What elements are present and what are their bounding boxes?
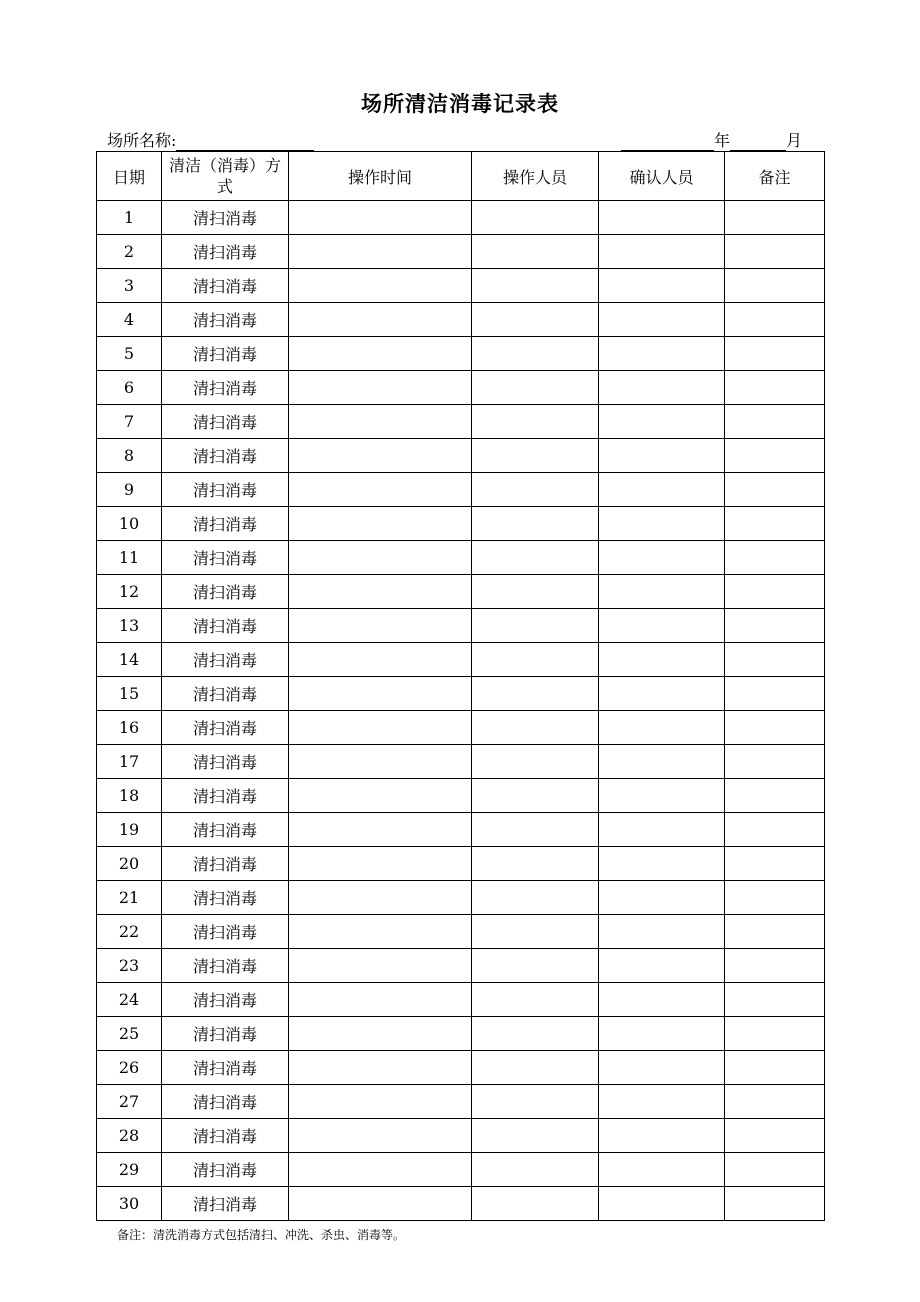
cell-method: 清扫消毒 <box>162 813 289 847</box>
table-row <box>97 1017 825 1051</box>
cell-operation-time[interactable] <box>289 575 472 609</box>
cell-confirmer[interactable] <box>599 1153 725 1187</box>
cell-confirmer[interactable] <box>599 745 725 779</box>
table-row <box>97 881 825 915</box>
cell-operation-time[interactable] <box>289 303 472 337</box>
cell-confirmer[interactable] <box>599 1119 725 1153</box>
page-title: 场所清洁消毒记录表 <box>361 92 559 116</box>
cell-operator[interactable] <box>472 711 599 745</box>
cell-operator[interactable] <box>472 881 599 915</box>
cell-operator[interactable] <box>472 439 599 473</box>
cell-confirmer[interactable] <box>599 303 725 337</box>
cell-date: 25 <box>97 1017 162 1051</box>
header-operator: 操作人员 <box>472 152 599 201</box>
header-method: 清洁（消毒）方式 <box>162 152 289 201</box>
cell-method: 清扫消毒 <box>162 847 289 881</box>
cell-confirmer[interactable] <box>599 983 725 1017</box>
table-row <box>97 371 825 405</box>
cell-operation-time[interactable] <box>289 201 472 235</box>
cell-date: 13 <box>97 609 162 643</box>
cell-operation-time[interactable] <box>289 337 472 371</box>
cell-operation-time[interactable] <box>289 609 472 643</box>
cell-confirmer[interactable] <box>599 1051 725 1085</box>
cell-method: 清扫消毒 <box>162 779 289 813</box>
cell-confirmer[interactable] <box>599 439 725 473</box>
cell-confirmer[interactable] <box>599 337 725 371</box>
cell-remarks[interactable] <box>725 915 825 949</box>
cell-date: 15 <box>97 677 162 711</box>
cell-date: 8 <box>97 439 162 473</box>
cell-remarks[interactable] <box>725 235 825 269</box>
cell-date: 26 <box>97 1051 162 1085</box>
cell-operation-time[interactable] <box>289 711 472 745</box>
cell-method: 清扫消毒 <box>162 201 289 235</box>
cell-date: 10 <box>97 507 162 541</box>
cell-date: 29 <box>97 1153 162 1187</box>
cell-remarks[interactable] <box>725 439 825 473</box>
cell-method: 清扫消毒 <box>162 915 289 949</box>
cell-operation-time[interactable] <box>289 1153 472 1187</box>
table-row <box>97 303 825 337</box>
cell-remarks[interactable] <box>725 541 825 575</box>
cell-date: 24 <box>97 983 162 1017</box>
cell-confirmer[interactable] <box>599 779 725 813</box>
cell-remarks[interactable] <box>725 983 825 1017</box>
table-row <box>97 847 825 881</box>
cell-remarks[interactable] <box>725 473 825 507</box>
cell-method: 清扫消毒 <box>162 745 289 779</box>
table-row <box>97 609 825 643</box>
cell-confirmer[interactable] <box>599 405 725 439</box>
footnote: 备注：清洗消毒方式包括清扫、冲洗、杀虫、消毒等。 <box>117 1228 406 1242</box>
cell-operation-time[interactable] <box>289 1119 472 1153</box>
cell-method: 清扫消毒 <box>162 983 289 1017</box>
cell-confirmer[interactable] <box>599 1085 725 1119</box>
table-row <box>97 337 825 371</box>
cell-operator[interactable] <box>472 1051 599 1085</box>
cell-remarks[interactable] <box>725 337 825 371</box>
cell-date: 1 <box>97 201 162 235</box>
cell-confirmer[interactable] <box>599 677 725 711</box>
table-row <box>97 1187 825 1221</box>
table-row <box>97 1085 825 1119</box>
cell-operator[interactable] <box>472 405 599 439</box>
cell-date: 19 <box>97 813 162 847</box>
cell-method: 清扫消毒 <box>162 405 289 439</box>
cell-method: 清扫消毒 <box>162 269 289 303</box>
cell-operation-time[interactable] <box>289 915 472 949</box>
month-blank-line[interactable] <box>730 133 786 151</box>
cell-method: 清扫消毒 <box>162 337 289 371</box>
table-row <box>97 949 825 983</box>
cell-confirmer[interactable] <box>599 1187 725 1221</box>
cell-method: 清扫消毒 <box>162 881 289 915</box>
cell-operation-time[interactable] <box>289 1051 472 1085</box>
table-row <box>97 983 825 1017</box>
cell-date: 22 <box>97 915 162 949</box>
cell-operation-time[interactable] <box>289 813 472 847</box>
cell-remarks[interactable] <box>725 507 825 541</box>
cell-remarks[interactable] <box>725 949 825 983</box>
cell-operator[interactable] <box>472 507 599 541</box>
cell-operator[interactable] <box>472 779 599 813</box>
cell-date: 20 <box>97 847 162 881</box>
cell-operation-time[interactable] <box>289 745 472 779</box>
cell-operator[interactable] <box>472 1153 599 1187</box>
cell-method: 清扫消毒 <box>162 1187 289 1221</box>
cell-operator[interactable] <box>472 1119 599 1153</box>
venue-field <box>107 128 314 151</box>
cell-confirmer[interactable] <box>599 915 725 949</box>
cell-confirmer[interactable] <box>599 949 725 983</box>
info-row <box>107 128 802 150</box>
cell-date: 11 <box>97 541 162 575</box>
cell-method: 清扫消毒 <box>162 609 289 643</box>
table-row <box>97 575 825 609</box>
cell-operator[interactable] <box>472 813 599 847</box>
cell-date: 23 <box>97 949 162 983</box>
table-row <box>97 643 825 677</box>
cell-method: 清扫消毒 <box>162 1017 289 1051</box>
cell-method: 清扫消毒 <box>162 949 289 983</box>
cell-remarks[interactable] <box>725 1119 825 1153</box>
record-table <box>96 151 825 1221</box>
cell-confirmer[interactable] <box>599 881 725 915</box>
date-field <box>621 128 802 151</box>
cell-operator[interactable] <box>472 847 599 881</box>
cell-method: 清扫消毒 <box>162 1051 289 1085</box>
cell-operation-time[interactable] <box>289 235 472 269</box>
table-row <box>97 405 825 439</box>
cell-operation-time[interactable] <box>289 541 472 575</box>
table-row <box>97 473 825 507</box>
cell-date: 2 <box>97 235 162 269</box>
cell-operator[interactable] <box>472 337 599 371</box>
cell-method: 清扫消毒 <box>162 303 289 337</box>
cell-operation-time[interactable] <box>289 677 472 711</box>
cell-method: 清扫消毒 <box>162 643 289 677</box>
cell-confirmer[interactable] <box>599 1017 725 1051</box>
cell-remarks[interactable] <box>725 1153 825 1187</box>
cell-confirmer[interactable] <box>599 711 725 745</box>
cell-date: 17 <box>97 745 162 779</box>
cell-operation-time[interactable] <box>289 439 472 473</box>
cell-operation-time[interactable] <box>289 1187 472 1221</box>
cell-date: 27 <box>97 1085 162 1119</box>
table-row <box>97 915 825 949</box>
cell-operator[interactable] <box>472 1187 599 1221</box>
cell-confirmer[interactable] <box>599 643 725 677</box>
cell-method: 清扫消毒 <box>162 1153 289 1187</box>
cell-remarks[interactable] <box>725 1051 825 1085</box>
cell-operator[interactable] <box>472 201 599 235</box>
table-row <box>97 677 825 711</box>
cell-confirmer[interactable] <box>599 269 725 303</box>
table-row <box>97 507 825 541</box>
cell-method: 清扫消毒 <box>162 711 289 745</box>
cell-confirmer[interactable] <box>599 235 725 269</box>
cell-operator[interactable] <box>472 983 599 1017</box>
cell-confirmer[interactable] <box>599 507 725 541</box>
cell-operation-time[interactable] <box>289 371 472 405</box>
cell-operation-time[interactable] <box>289 269 472 303</box>
table-row <box>97 201 825 235</box>
cell-confirmer[interactable] <box>599 473 725 507</box>
cell-date: 9 <box>97 473 162 507</box>
cell-operation-time[interactable] <box>289 949 472 983</box>
cell-confirmer[interactable] <box>599 813 725 847</box>
table-row <box>97 813 825 847</box>
cell-operator[interactable] <box>472 575 599 609</box>
cell-operation-time[interactable] <box>289 983 472 1017</box>
cell-method: 清扫消毒 <box>162 575 289 609</box>
cell-date: 18 <box>97 779 162 813</box>
cell-remarks[interactable] <box>725 779 825 813</box>
cell-operator[interactable] <box>472 541 599 575</box>
header-date: 日期 <box>97 152 162 201</box>
cell-remarks[interactable] <box>725 643 825 677</box>
cell-remarks[interactable] <box>725 371 825 405</box>
cell-confirmer[interactable] <box>599 847 725 881</box>
cell-date: 28 <box>97 1119 162 1153</box>
cell-date: 6 <box>97 371 162 405</box>
cell-remarks[interactable] <box>725 609 825 643</box>
cell-confirmer[interactable] <box>599 541 725 575</box>
cell-operation-time[interactable] <box>289 847 472 881</box>
cell-method: 清扫消毒 <box>162 439 289 473</box>
cell-operation-time[interactable] <box>289 473 472 507</box>
table-header-row <box>97 152 825 201</box>
table-row <box>97 1051 825 1085</box>
year-label: 年 <box>713 131 730 150</box>
cell-method: 清扫消毒 <box>162 1085 289 1119</box>
cell-date: 4 <box>97 303 162 337</box>
table-row <box>97 235 825 269</box>
cell-remarks[interactable] <box>725 677 825 711</box>
table-row <box>97 745 825 779</box>
cell-remarks[interactable] <box>725 1085 825 1119</box>
cell-date: 30 <box>97 1187 162 1221</box>
cell-operator[interactable] <box>472 643 599 677</box>
cell-method: 清扫消毒 <box>162 541 289 575</box>
cell-remarks[interactable] <box>725 813 825 847</box>
cell-operation-time[interactable] <box>289 881 472 915</box>
cell-remarks[interactable] <box>725 847 825 881</box>
cell-date: 5 <box>97 337 162 371</box>
cell-remarks[interactable] <box>725 745 825 779</box>
cell-method: 清扫消毒 <box>162 507 289 541</box>
cell-remarks[interactable] <box>725 881 825 915</box>
cell-remarks[interactable] <box>725 711 825 745</box>
table-row <box>97 711 825 745</box>
cell-method: 清扫消毒 <box>162 371 289 405</box>
cell-operator[interactable] <box>472 371 599 405</box>
table-row <box>97 779 825 813</box>
cell-remarks[interactable] <box>725 269 825 303</box>
header-operation-time: 操作时间 <box>289 152 472 201</box>
table-row <box>97 439 825 473</box>
cell-operation-time[interactable] <box>289 507 472 541</box>
cell-date: 16 <box>97 711 162 745</box>
cell-operation-time[interactable] <box>289 779 472 813</box>
cell-operator[interactable] <box>472 677 599 711</box>
cell-remarks[interactable] <box>725 1017 825 1051</box>
table-row <box>97 1153 825 1187</box>
header-confirmer: 确认人员 <box>599 152 725 201</box>
cell-operator[interactable] <box>472 609 599 643</box>
venue-label: 场所名称: <box>107 131 177 150</box>
table-row <box>97 1119 825 1153</box>
cell-operator[interactable] <box>472 1017 599 1051</box>
cell-confirmer[interactable] <box>599 371 725 405</box>
cell-operator[interactable] <box>472 915 599 949</box>
cell-date: 21 <box>97 881 162 915</box>
cell-operation-time[interactable] <box>289 405 472 439</box>
table-row <box>97 541 825 575</box>
cell-operation-time[interactable] <box>289 643 472 677</box>
cell-operator[interactable] <box>472 745 599 779</box>
cell-confirmer[interactable] <box>599 609 725 643</box>
cell-remarks[interactable] <box>725 575 825 609</box>
cell-method: 清扫消毒 <box>162 473 289 507</box>
cell-method: 清扫消毒 <box>162 677 289 711</box>
cell-remarks[interactable] <box>725 405 825 439</box>
cell-method: 清扫消毒 <box>162 1119 289 1153</box>
table-row <box>97 269 825 303</box>
cell-operator[interactable] <box>472 269 599 303</box>
cell-date: 12 <box>97 575 162 609</box>
month-label: 月 <box>785 131 802 150</box>
cell-confirmer[interactable] <box>599 575 725 609</box>
cell-remarks[interactable] <box>725 1187 825 1221</box>
cell-operator[interactable] <box>472 303 599 337</box>
header-remarks: 备注 <box>725 152 825 201</box>
cell-date: 14 <box>97 643 162 677</box>
year-blank-line[interactable] <box>621 133 714 151</box>
cell-confirmer[interactable] <box>599 201 725 235</box>
cell-remarks[interactable] <box>725 303 825 337</box>
cell-date: 7 <box>97 405 162 439</box>
cell-operator[interactable] <box>472 949 599 983</box>
cell-operator[interactable] <box>472 473 599 507</box>
cell-remarks[interactable] <box>725 201 825 235</box>
record-table-body <box>97 201 825 1221</box>
cell-operator[interactable] <box>472 1085 599 1119</box>
cell-operation-time[interactable] <box>289 1085 472 1119</box>
cell-date: 3 <box>97 269 162 303</box>
cell-operation-time[interactable] <box>289 1017 472 1051</box>
cell-operator[interactable] <box>472 235 599 269</box>
cell-method: 清扫消毒 <box>162 235 289 269</box>
venue-blank-line[interactable] <box>176 133 314 151</box>
